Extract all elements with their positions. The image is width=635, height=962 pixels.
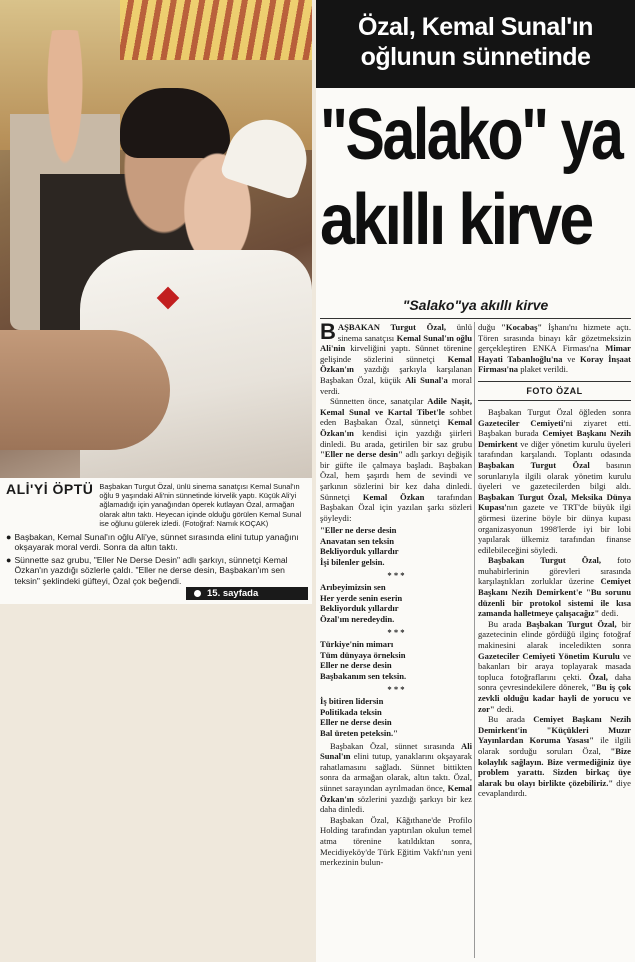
paragraph: Başbakan Özal, sünnet sırasında Ali Sunal'ın elini tutup, yanaklarını okşayarak rahatlamasını sağladı. Sünnet bittikten sonra da armağan olarak, altın taktı. Özal, sünnet sarayından ayrılmadan önce, Kemal Özkan'ın sözlerini yazdığı şarkıyı bir kez daha dinledi. xyxy=(320,740,472,815)
paragraph: BAŞBAKAN Turgut Özal, ünlü sinema sanatçısı Kemal Sunal'ın oğlu Ali'nin kirveliğini yaptı. Sünnet törenine gelişinde sözlerini sünnetçi Kemal Özkan'ın yazdığı şarkıyla karşılanan Başbakan Özal, küçük Ali Sunal'a moral verdi. xyxy=(320,319,473,396)
poem: "Eller ne derse desin Anavatan sen teksin Bekliyorduk yıllardır İşi bilenler gelsin. xyxy=(320,525,399,568)
article xyxy=(316,0,635,962)
headline-line-1: "Salako" ya xyxy=(320,95,622,175)
article-column-2 xyxy=(478,322,631,799)
paragraph: Bu arada Başbakan Turgut Özal, bir gazetecinin elinde gördüğü ilginç fotoğraf makinesini alarak inceledikten sonra Gazeteciler Cemiyeti Yönetim Kurulu ve bakanları bir araya toplayarak masada topluca fotoğraflarını çekti. Özal, daha sonra çevresindekilere dönerek, "Bu iş çok zevkli olduğu kadar hayli de yorucu ve zor" dedi. xyxy=(478,618,631,714)
caption-headline: ALİ'Yİ ÖPTÜ xyxy=(6,481,94,497)
article-subtitle: "Salako"ya akıllı kirve xyxy=(402,297,549,313)
paragraph: Sünnetten önce, sanatçılar Adile Naşit, Kemal Sunal ve Kartal Tibet'le sohbet eden Başbakan Özal, sünnetçi Kemal Özkan'ın kendisi için yazdığı şiirleri dinledi. Bu arada, getirilen bir saz grubu "Eller ne derse desin" adlı şarkıyı değişik bir güfte ile çalmaya başladı. Başbakan Özal, hem şaşırdı hem de sevindi ve şarkının sözlerini bir kez daha dinledi. Sünnetçi Kemal Özkan tarafından Başbakan Özal için yazılan şarkı sözleri şöyleydi: xyxy=(320,396,472,523)
kicker-line-1: Özal, Kemal Sunal'ın xyxy=(358,13,593,41)
bullet-item: ● Başbakan, Kemal Sunal'ın oğlu Ali'ye, sünnet sırasında elini tutup yanağını okşayarak moral verdi. Sonra da altın taktı. xyxy=(6,532,299,553)
paragraph: duğu "Kocabaş" İşhanı'nı hizmete açtı. Tören sırasında binayı kâr gözetmeksizin gerçekleştiren ENKA Firması'na Mimar Hayati Tabanlıoğlu'na ve Koray İnşaat Firması'na plaket verildi. xyxy=(478,322,631,375)
column-divider xyxy=(474,322,475,958)
kicker-banner xyxy=(316,0,635,88)
article-column-1: BAŞBAKAN Turgut Özal, ünlü sinema sanatçısı Kemal Sunal'ın oğlu Ali'nin kirveliğini yaptı. Sünnet törenine gelişinde sözlerini sünnetçi Kemal Özkan'ın yazdığı şarkıyla karşılanan Başbakan Özal, küçük Ali Sunal'a moral verdi. Sünnetten önce, sanatçılar Adile Naşit, Kemal Sunal ve Kartal Tibet'le sohbet eden Başbakan Özal, sünnetçi Kemal Özkan'ın kendisi için yazdığı şiirleri dinledi. Bu arada, getirilen bir saz grubu "Eller ne derse desin" adlı şarkıyı değişik bir güfte ile çalmaya başladı. Başbakan Özal, hem şaşırdı hem de sevindi ve şarkının sözlerini bir kez daha dinledi. Sünnetçi Kemal Özkan tarafından Başbakan Özal için yazılan şarkı sözleri şöyleydi: "Eller ne derse desin Anavatan sen teksin Bekliyorduk yıllardır İşi bilenler gelsin. * * * Arıbeyimizsin sen Her yerde senin eserin Bekliyorduk yıllardır Özal'ım neredeydin. * * * Türkiye'nin mimarı Tüm dünyaya örneksin Eller ne derse desin Başbakanım sen teksin. * * * İş bitiren lidersin Politikada teksin Eller ne derse desin Bal üreten peteksin." Başbakan Özal, sünnet sırasında Ali Sunal'ın elini tutup, yanaklarını okşayarak rahatlamasını sağladı. Sünnet bittikten sonra da armağan olarak, altın taktı. Özal, sünnet sarayından ayrılmadan önce, Kemal Özkan'ın sözlerini yazdığı şarkıyı bir kez daha dinledi. Başbakan Özal, Kâğıthane'de Profilo Holding tarafından yaptırılan okulun temel atma törenine katıldıktan sonra, Mecidiyeköy'de Türk Eğitim Vakfı'nın yeni merkezinin bulun- xyxy=(320,319,473,868)
bullet-dot-icon: ● xyxy=(6,554,12,565)
kicker-line-2: oğlunun sünnetinde xyxy=(360,43,591,71)
page-reference: 15. sayfada xyxy=(186,587,308,600)
paragraph: Bu arada Cemiyet Başkanı Nezih Demirkent'in "Küçükleri Muzır Yayınlardan Koruma Yasası" ile ilgili olarak sorduğu soruları Özal, "Bize kolaylık sağlayın. Bize vermediğiniz üye problem yarattı. Sizden birkaç üye alarak bu olayı birlikte çözebiliriz." diye cevaplandırdı. xyxy=(478,714,632,799)
photo-caption xyxy=(0,478,312,604)
bullet-dot-icon: ● xyxy=(6,532,12,543)
paragraph: Başbakan Turgut Özal, foto muhabirlerinin görevleri sırasında karşılaştıkları zorluklar üzerine Cemiyet Başkanı Nezih Demirkent'e "Bu sorunu düzenli bir protokol sistemi ile kısa zamanda halletmeye çalışacağız" dedi. xyxy=(478,555,631,619)
caption-text: Başbakan Turgut Özal, ünlü sinema sanatçısı Kemal Sunal'ın oğlu 9 yaşındaki Ali'nin sünnetinde kirvelik yaptı. Küçük Ali'yi ağlamadığı için yanağından öperek kutlayan Özal, armağan olarak altın taktı. Heyecan içinde olduğu görülen Kemal Sunal ise oğlunu gülerek izledi. (Fotoğraf: Namık KOÇAK) xyxy=(99,482,302,528)
circle-icon xyxy=(194,590,201,597)
bullet-item: ● Sünnette saz grubu, "Eller Ne Derse Desin" adlı şarkıyı, sünnetçi Kemal Özkan'ın yazdığı sözlerle çaldı. "Eller ne derse desin, Başbakan'ım sen teksin" şeklindeki güfteyi, Özal çok beğendi. xyxy=(6,554,288,586)
news-photo xyxy=(0,0,312,478)
caption-bullets xyxy=(6,532,306,586)
divider xyxy=(320,318,631,319)
paragraph: Başbakan Turgut Özal öğleden sonra Gazeteciler Cemiyeti'ni ziyaret etti. Başbakan burada Cemiyet Başkanı Nezih Demirkent ve diğer yönetim kurulu üyeleri tarafından karşılandı. Toplantı odasında Başbakan Turgut Özal basının sorunlarıyla ilgili olarak yönetim kurulu üyeleri ve gazetecilerden bilgi aldı. Başbakan Turgut Özal, Meksika Dünya Kupası'nın gazete ve TRT'de büyük ilgi görmesi üzerine böyle bir dünya kupası organizasyonun 1998'lerde iyi bir lobi yapılarak ülkemiz tarafından finanse edilebileceğini söyledi. xyxy=(478,406,632,555)
section-label: FOTO ÖZAL xyxy=(478,381,631,401)
main-headline xyxy=(320,92,631,262)
paragraph: Başbakan Özal, Kâğıthane'de Profilo Holding tarafından yaptırılan okulun temel atma törenine katıldıktan sonra, Mecidiyeköy'de Türk Eğitim Vakfı'nın yeni merkezinin bulun- xyxy=(320,814,472,868)
headline-line-2: akıllı kirve xyxy=(320,180,592,260)
